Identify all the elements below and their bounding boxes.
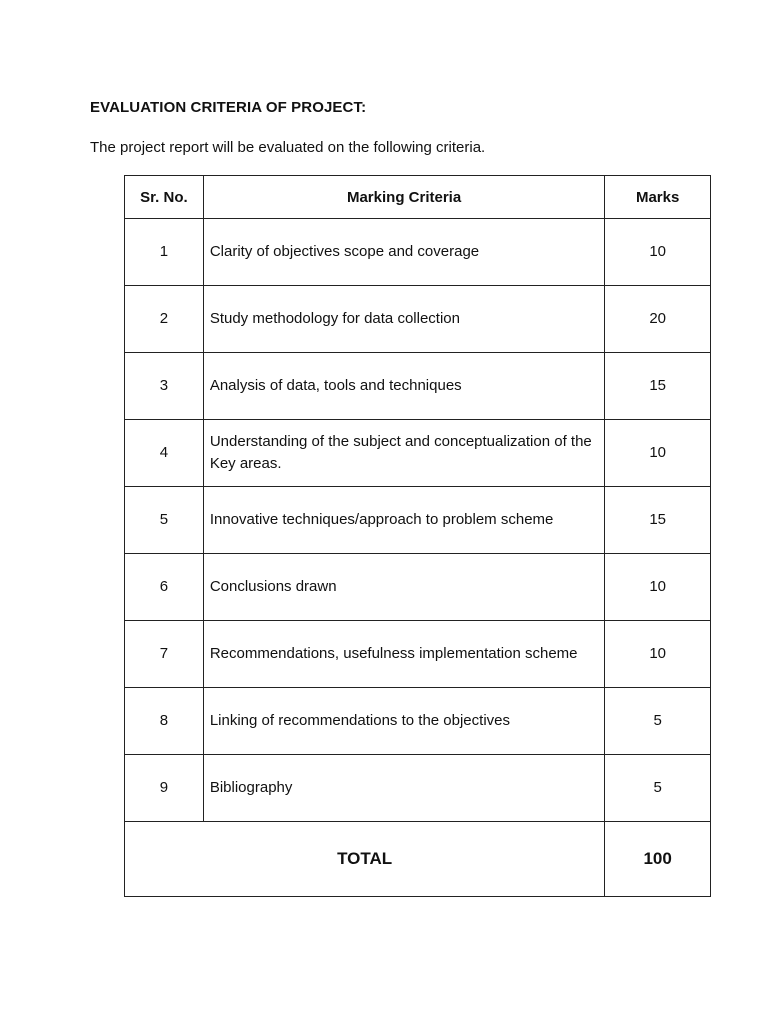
table-row — [125, 621, 711, 688]
table-row — [125, 554, 711, 621]
header-sr-no: Sr. No. — [125, 176, 204, 219]
row-criteria: Conclusions drawn — [203, 554, 604, 621]
header-marks: Marks — [605, 176, 711, 219]
row-sr-no: 8 — [125, 688, 204, 755]
row-sr-no: 3 — [125, 353, 204, 420]
row-marks: 10 — [605, 420, 711, 487]
row-criteria: Study methodology for data collection — [203, 286, 604, 353]
row-sr-no: 1 — [125, 219, 204, 286]
table-row — [125, 219, 711, 286]
row-marks: 5 — [605, 755, 711, 822]
row-marks: 5 — [605, 688, 711, 755]
row-criteria: Clarity of objectives scope and coverage — [203, 219, 604, 286]
table-header-row — [125, 176, 711, 219]
row-marks: 20 — [605, 286, 711, 353]
row-criteria: Analysis of data, tools and techniques — [203, 353, 604, 420]
row-criteria: Recommendations, usefulness implementation scheme — [203, 621, 604, 688]
total-row — [125, 822, 711, 897]
evaluation-table — [124, 175, 711, 897]
row-sr-no: 2 — [125, 286, 204, 353]
table-row — [125, 420, 711, 487]
row-sr-no: 9 — [125, 755, 204, 822]
row-criteria: Understanding of the subject and conceptualization of the Key areas. — [203, 420, 604, 487]
row-sr-no: 5 — [125, 487, 204, 554]
table-row — [125, 688, 711, 755]
row-marks: 15 — [605, 353, 711, 420]
table-row — [125, 286, 711, 353]
row-marks: 10 — [605, 554, 711, 621]
table-row — [125, 353, 711, 420]
row-marks: 10 — [605, 219, 711, 286]
header-marking-criteria: Marking Criteria — [203, 176, 604, 219]
row-criteria: Bibliography — [203, 755, 604, 822]
total-marks: 100 — [605, 822, 711, 897]
row-sr-no: 6 — [125, 554, 204, 621]
table-row — [125, 755, 711, 822]
row-marks: 15 — [605, 487, 711, 554]
row-criteria: Linking of recommendations to the objectives — [203, 688, 604, 755]
total-label: TOTAL — [125, 822, 605, 897]
intro-text: The project report will be evaluated on the following criteria. — [90, 139, 486, 156]
row-sr-no: 7 — [125, 621, 204, 688]
row-sr-no: 4 — [125, 420, 204, 487]
row-marks: 10 — [605, 621, 711, 688]
document-heading: EVALUATION CRITERIA OF PROJECT: — [90, 99, 367, 116]
row-criteria: Innovative techniques/approach to problem scheme — [203, 487, 604, 554]
table-row — [125, 487, 711, 554]
